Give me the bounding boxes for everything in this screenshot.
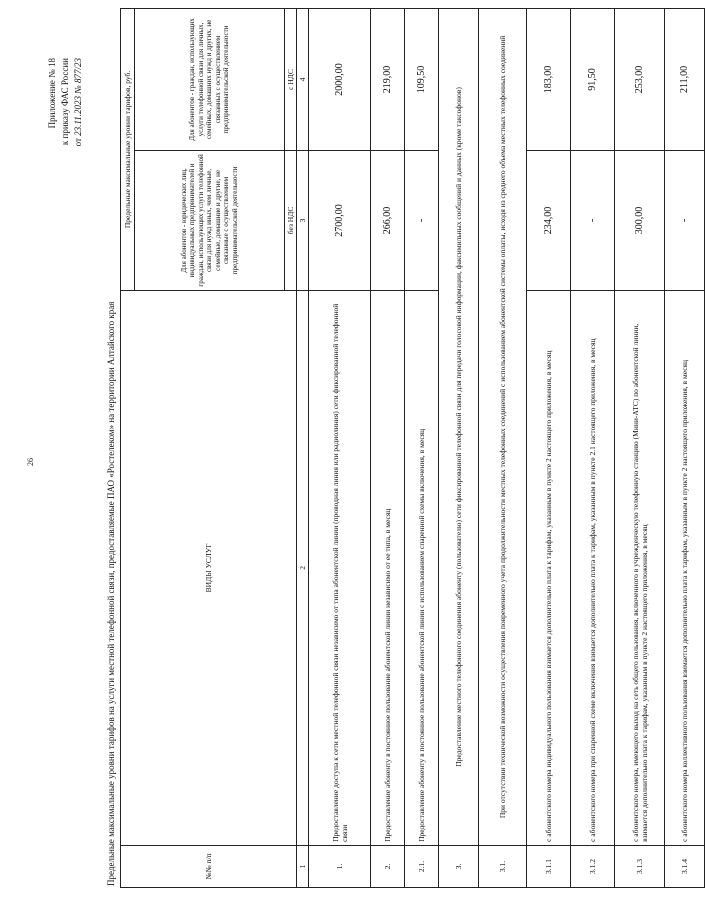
- table-row: [479, 9, 527, 888]
- table-row: [665, 9, 705, 888]
- row-service: Предоставление абоненту в постоянное пользование абонентской линии с использованием спаренной схемы включения, в месяц: [405, 290, 439, 845]
- header-citizens: Для абонентов - граждан, использующих услуги телефонной связи для личных, семейных, домашних нужд и других, не связанных с осуществлением предпринимательской деятельности: [135, 9, 285, 151]
- appendix-reference: [46, 58, 85, 146]
- table-row: [309, 9, 371, 888]
- row-service: Предоставление абоненту в постоянное пользование абонентской линии независимо от ее типа, в месяц: [371, 290, 405, 845]
- row-value-without-vat: 234,00: [527, 150, 571, 290]
- row-value-without-vat: -: [665, 150, 705, 290]
- appendix-title: Приложение № 18: [47, 58, 57, 129]
- row-number: 3.1.: [479, 845, 527, 887]
- row-value-with-vat: 219,00: [371, 9, 405, 151]
- row-value-with-vat: 253,00: [615, 9, 665, 151]
- row-service: с абонентского номера при спаренной схеме включения взимается дополнительно плата к тарифам, указанным в пункте 2.1 настоящего приложения, в месяц: [571, 290, 615, 845]
- header-number: №№ п/п: [121, 845, 297, 887]
- index-cell-3: 3: [297, 150, 309, 290]
- row-value-without-vat: 2700,00: [309, 150, 371, 290]
- table-row: [571, 9, 615, 888]
- appendix-date-prefix: от: [73, 138, 83, 147]
- page-number: 26: [26, 458, 35, 466]
- row-value-without-vat: -: [571, 150, 615, 290]
- row-number: 3.1.3: [615, 845, 665, 887]
- row-section-title: Предоставление местного телефонного соединения абоненту (пользователю) сети фиксированной телефонной связи для передачи голосовой информации, факсимильных сообщений и данных (кроме таксофонов): [439, 9, 479, 846]
- row-service: с абонентского номера, имеющего выход на сеть общего пользования, включенного в учрежденческую телефонную станцию (Мини-АТС) по абонентской линии, взимается дополнительно плата к тарифам, указанным в пункте 2 настоящего приложения, в месяц: [615, 290, 665, 845]
- header-legal-entities: Для абонентов - юридических лиц, индивидуальных предпринимателей и граждан, использующих услуги телефонной связи для нужд иных, чем личные, семейные, домашние и другие, не связанные с осуществлением предпринимательской деятельности: [135, 150, 285, 290]
- row-number: 2.: [371, 845, 405, 887]
- row-number: 3.1.1: [527, 845, 571, 887]
- header-with-vat: с НДС: [285, 9, 297, 151]
- appendix-date-line: [72, 58, 85, 146]
- row-service: Предоставление доступа к сети местной телефонной связи независимо от типа абонентской линии (проводная линия или радиолиния) сети фиксированной телефонной связи: [309, 290, 371, 845]
- appendix-handwritten-date: 23.11.2023 № 877/23: [73, 58, 83, 136]
- table-row: [439, 9, 479, 888]
- header-without-vat: без НДС: [285, 150, 297, 290]
- index-cell-4: 4: [297, 9, 309, 151]
- row-value-without-vat: 300,00: [615, 150, 665, 290]
- row-number: 1.: [309, 845, 371, 887]
- row-number: 3.1.2: [571, 845, 615, 887]
- index-cell-2: 2: [297, 290, 309, 845]
- row-number: 3.: [439, 845, 479, 887]
- tariff-table: [120, 8, 705, 888]
- row-number: 3.1.4: [665, 845, 705, 887]
- header-service-types: ВИДЫ УСЛУГ: [121, 290, 297, 845]
- table-row: [371, 9, 405, 888]
- row-value-without-vat: -: [405, 150, 439, 290]
- table-row: [527, 9, 571, 888]
- row-number: 2.1.: [405, 845, 439, 887]
- table-row: [615, 9, 665, 888]
- row-value-with-vat: 91,50: [571, 9, 615, 151]
- row-value-with-vat: 2000,00: [309, 9, 371, 151]
- appendix-order: к приказу ФАС России: [60, 58, 70, 146]
- row-section-title: При отсутствии технической возможности осуществления повременного учета продолжительности местных телефонных соединений с использованием абонентской системы оплаты, исходя из среднего объема местных телефонных соединений: [479, 9, 527, 846]
- header-tariff-levels: Предельные максимальные уровни тарифов, руб.: [121, 9, 135, 291]
- document-heading: Предельные максимальные уровни тарифов на услуги местной телефонной связи, предоставляемые ПАО «Ростелеком» на территории Алтайского края: [106, 301, 116, 886]
- row-value-with-vat: 211,00: [665, 9, 705, 151]
- row-value-with-vat: 183,00: [527, 9, 571, 151]
- row-value-with-vat: 109,50: [405, 9, 439, 151]
- index-cell-1: 1: [297, 845, 309, 887]
- row-value-without-vat: 266,00: [371, 150, 405, 290]
- row-service: с абонентского номера индивидуального пользования взимается дополнительно плата к тарифам, указанным в пункте 2 настоящего приложения, в месяц: [527, 290, 571, 845]
- table-row: [405, 9, 439, 888]
- row-service: с абонентского номера коллективного пользования взимается дополнительно плата к тарифам, указанным в пункте 2 настоящего приложения, в месяц: [665, 290, 705, 845]
